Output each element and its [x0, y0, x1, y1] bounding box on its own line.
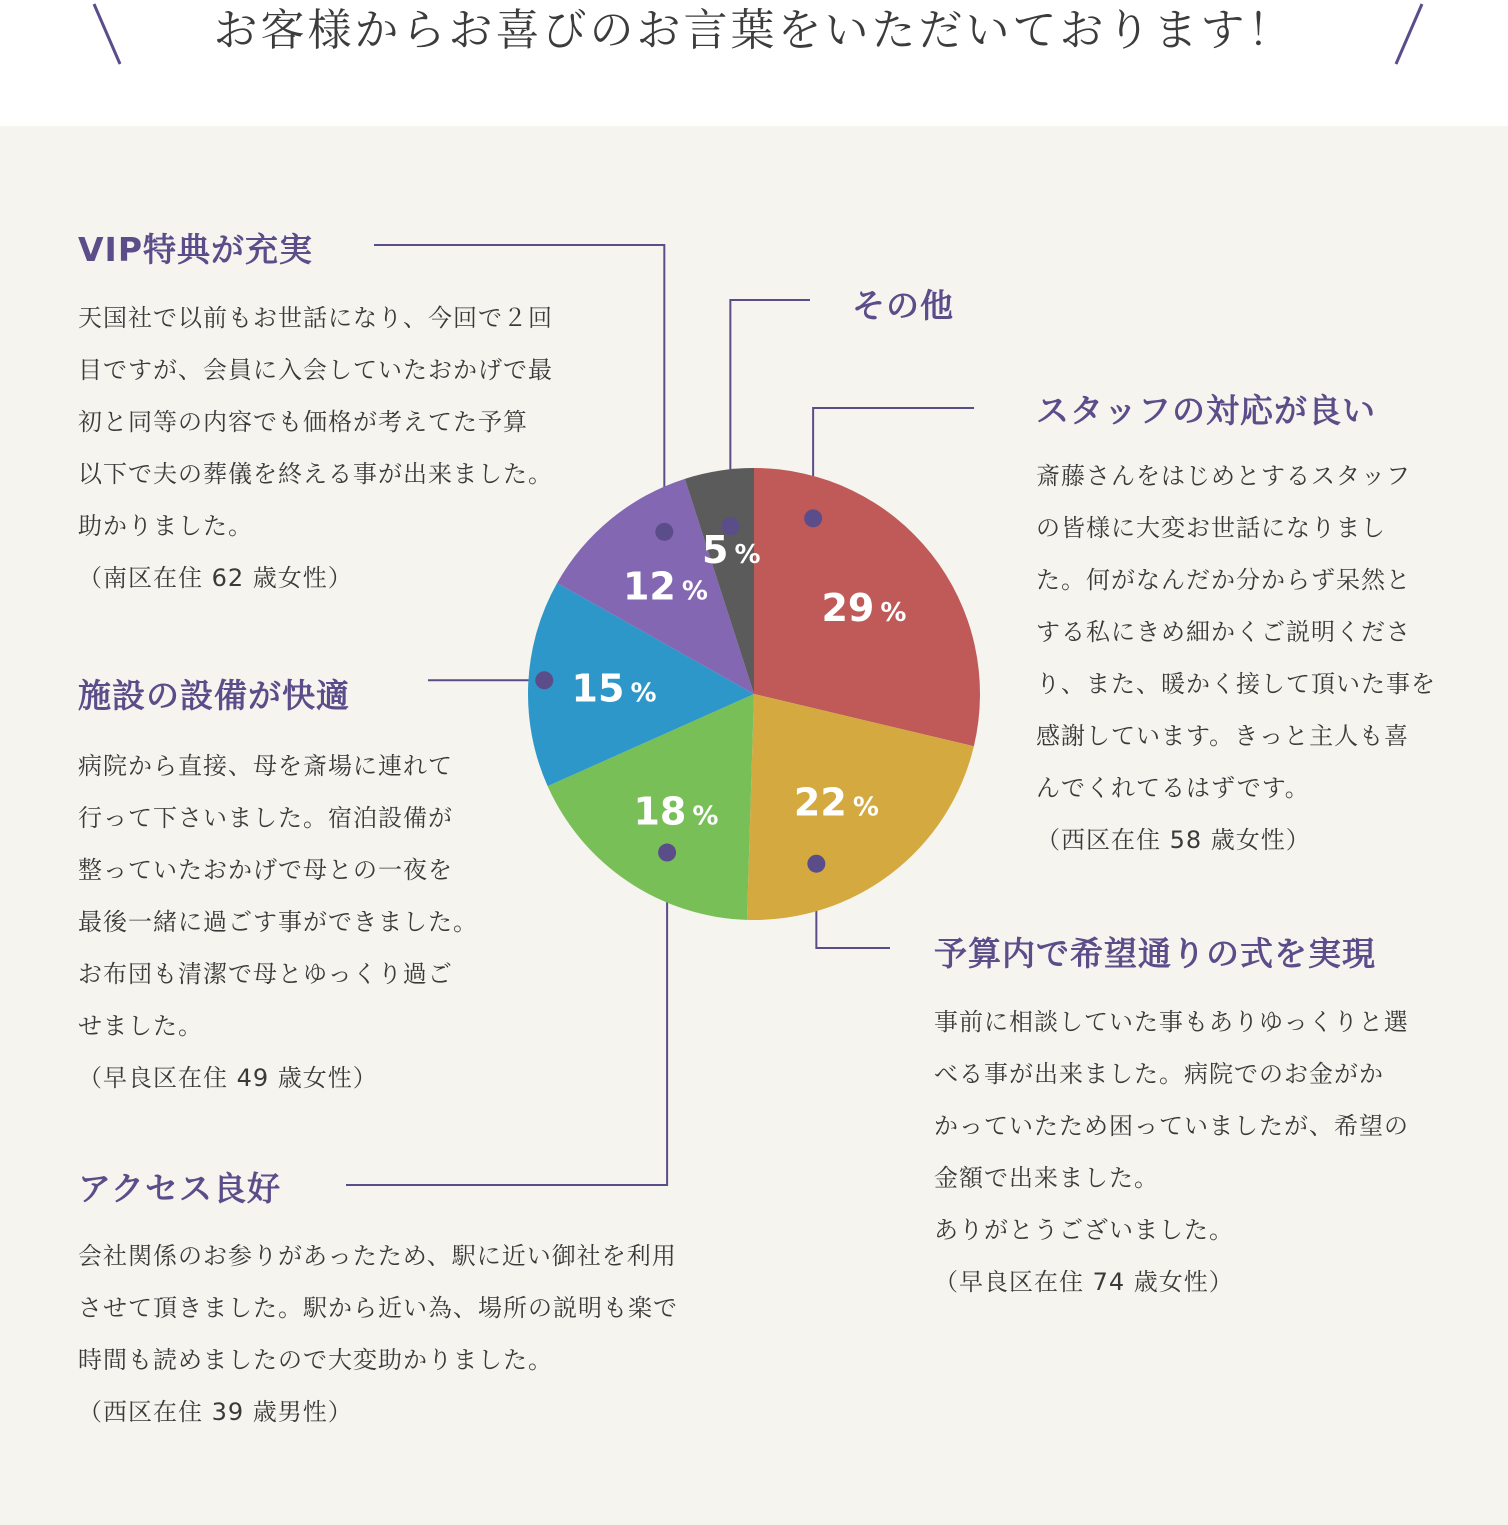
leader-dot-staff — [804, 509, 822, 527]
value-label-staff: 29 % — [821, 586, 907, 631]
text-line: （早良区在住 74 歳女性） — [934, 1268, 1234, 1296]
heading-other: その他 — [852, 286, 954, 325]
text-line: 以下で夫の葬儀を終える事が出来ました。 — [78, 460, 553, 488]
text-line: 病院から直接、母を斎場に連れて — [78, 752, 453, 780]
text-line: かっていたため困っていましたが、希望の — [934, 1112, 1409, 1140]
text-line: 天国社で以前もお世話になり、今回で２回 — [78, 304, 553, 332]
text-line: 感謝しています。きっと主人も喜 — [1036, 722, 1410, 750]
leader-dot-vip — [655, 523, 673, 541]
leader-dot-access — [658, 844, 676, 862]
text-line: （西区在住 58 歳女性） — [1036, 826, 1311, 854]
text-line: 斎藤さんをはじめとするスタッフ — [1036, 462, 1411, 490]
text-budget — [934, 996, 1409, 1308]
text-line: 行って下さいました。宿泊設備が — [78, 804, 453, 832]
value-label-other: 5 % — [701, 527, 761, 572]
text-staff — [1036, 450, 1436, 866]
value-label-budget: 22 % — [793, 780, 879, 825]
leader-dot-facility — [535, 671, 553, 689]
heading-budget: 予算内で希望通りの式を実現 — [934, 934, 1376, 973]
heading-vip: VIP特典が充実 — [78, 230, 314, 269]
text-line: 時間も読めましたので大変助かりました。 — [78, 1346, 553, 1374]
text-access — [78, 1230, 678, 1438]
text-vip — [78, 292, 553, 604]
page-title: お客様からお喜びのお言葉をいただいております！ — [213, 5, 1295, 56]
text-line: する私にきめ細かくご説明くださ — [1036, 618, 1411, 646]
heading-access: アクセス良好 — [78, 1169, 282, 1208]
text-line: た。何がなんだか分からず呆然と — [1036, 566, 1411, 594]
value-label-facility: 15 % — [571, 666, 657, 711]
heading-staff: スタッフの対応が良い — [1036, 391, 1376, 430]
text-line: の皆様に大変お世話になりまし — [1036, 514, 1386, 542]
leader-dot-budget — [807, 855, 825, 873]
text-line: んでくれてるはずです。 — [1036, 774, 1310, 802]
value-label-vip: 12 % — [622, 564, 708, 609]
text-line: （早良区在住 49 歳女性） — [78, 1064, 378, 1092]
text-line: ありがとうございました。 — [934, 1216, 1234, 1244]
text-line: 会社関係のお参りがあったため、駅に近い御社を利用 — [78, 1242, 677, 1270]
text-line: させて頂きました。駅から近い為、場所の説明も楽で — [78, 1294, 678, 1322]
text-line: り、また、暖かく接して頂いた事を — [1036, 670, 1436, 698]
text-line: せました。 — [78, 1012, 203, 1040]
text-line: お布団も清潔で母とゆっくり過ご — [78, 960, 453, 988]
text-line: 金額で出来ました。 — [934, 1164, 1159, 1192]
text-facility — [78, 740, 478, 1104]
text-line: 助かりました。 — [78, 512, 253, 540]
text-line: 目ですが、会員に入会していたおかげで最 — [78, 356, 553, 384]
value-label-access: 18 % — [633, 789, 719, 834]
text-line: 初と同等の内容でも価格が考えてた予算 — [78, 408, 528, 436]
text-line: 事前に相談していた事もありゆっくりと選 — [934, 1008, 1409, 1036]
text-line: べる事が出来ました。病院でのお金がか — [934, 1060, 1384, 1088]
heading-facility: 施設の設備が快適 — [78, 676, 350, 715]
text-line: 整っていたおかげで母との一夜を — [78, 856, 453, 884]
text-line: 最後一緒に過ごす事ができました。 — [78, 908, 478, 936]
text-line: （西区在住 39 歳男性） — [78, 1398, 353, 1426]
text-line: （南区在住 62 歳女性） — [78, 564, 353, 592]
